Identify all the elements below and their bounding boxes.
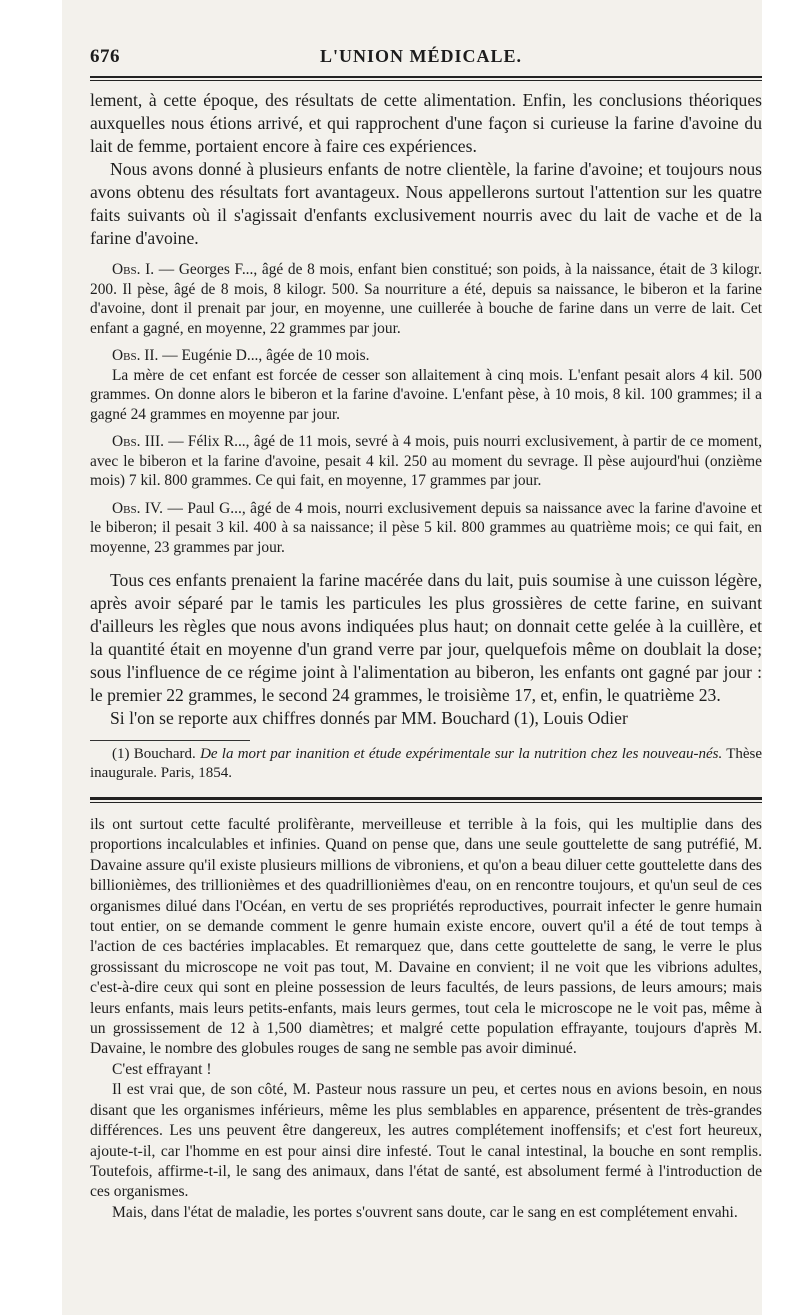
observation-4 [90,499,762,558]
intro-text [90,89,762,250]
observation-1 [90,260,762,338]
page-number: 676 [90,46,120,67]
feuilleton-paragraph-1: ils ont surtout cette faculté prolifèrante, merveilleuse et terrible à la fois, qui les multiplie dans des proportions incalculables et infinies. Quand on pense que, dans une seule gouttelette de sang putréfié, M. Davaine assure qu'il existe plusieurs millions de vibroniens, et qu'on a beau diluer cette gouttelette dans des billionièmes, des trillionièmes et des quadrillionièmes d'eau, on en rencontre toujours, et qu'un seul de ces organismes dilué dans l'Océan, en vertu de ses propriétés reproductives, pourrait infecter le genre humain tout entier, on se demande comment le genre humain existe encore, ouvert qu'il a été de tout temps à l'action de ces bactéries implacables. Et remarquez que, dans cette gouttelette de sang, le verre le plus grossissant du microscope ne voit pas tout, M. Davaine en convient; il ne voit que les vibrions adultes, c'est-à-dire ceux qui sont en pleine possession de leurs facultés, de leurs passions, de leurs amours; mais leurs enfants, mais leurs petits-enfants, mais leurs germes, tout cela le microscope ne le voit pas, même à un grossissement de 12 à 1,500 diamètres; et malgré cette population effrayante, toujours d'après M. Davaine, le nombre des globules rouges de sang ne semble pas avoir diminué. [90,816,762,1058]
feuilleton-paragraph-3: Il est vrai que, de son côté, M. Pasteur nous rassure un peu, et certes nous en avions besoin, en nous disant que les organismes inférieurs, même les plus semblables en apparence, présentent de très-grandes différences. Les uns peuvent être dangereux, les autres complétement inoffensifs; et c'est fort heureux, ajoute-t-il, car l'homme en est pour ainsi dire infesté. Tout le canal intestinal, la bouche en sont remplis. Toutefois, affirme-t-il, le sang des animaux, dans l'état de santé, est absolument fermé à l'introduction de ces organismes. [90,1081,762,1201]
conclusion-paragraph: Tous ces enfants prenaient la farine macérée dans du lait, puis soumise à une cuisson légère, après avoir séparé par le tamis les particules les plus grossières de cette farine, en suivant d'ailleurs les règles que nous avons indiquées plus haut; on donnait cette gelée à la cuillère, et la quantité était en moyenne d'un grand verre par jour, quelquefois même on doublait la dose; sous l'influence de ce régime joint à l'alimentation au biberon, les enfants ont gagné par jour : le premier 22 grammes, le second 24 grammes, le troisième 17, et, enfin, le quatrième 23. [90,570,762,705]
feuilleton-rule [90,797,762,803]
page-scan [62,0,762,1315]
feuilleton-paragraph-2: C'est effrayant ! [112,1060,212,1078]
running-head [90,46,762,72]
observation-label: Obs. III. [112,433,164,450]
observation-3 [90,432,762,491]
observation-label: Obs. II. [112,347,159,364]
observation-label: Obs. IV. [112,499,163,517]
observation-text: — Eugénie D..., âgée de 10 mois. [158,347,370,364]
observation-text: — Félix R..., âgé de 11 mois, sevré à 4 mois, puis nourri exclusivement, à partir de ce moment, avec le biberon et la farine d'avoine, pesait 4 kil. 250 au moment du sevrage. Il pèse aujourd'hui (onzième mois) 7 kil. 800 grammes. Ce qui fait, en moyenne, 17 grammes par jour. [90,433,762,489]
footnote-title: De la mort par inanition et étude expérimentale sur la nutrition chez les nouveau-nés. [200,746,723,762]
observation-text: — Georges F..., âgé de 8 mois, enfant bien constitué; son poids, à la naissance, était de 3 kilogr. 200. Il pèse, âgé de 8 mois, 8 kilogr. 500. Sa nourriture a été, depuis sa naissance, le biberon et la farine d'avoine, dont il prenait par jour, en moyenne, une cuillerée à bouche de farine dans un verre de lait. Cet enfant a gagné, en moyenne, 22 grammes par jour. [90,261,762,337]
page-content [90,46,762,1223]
footnote-rule [90,740,250,741]
feuilleton-paragraph-4: Mais, dans l'état de maladie, les portes s'ouvrent sans doute, car le sang en est complétement envahi. [112,1203,738,1221]
header-rule [90,76,762,81]
intro-paragraph-1: lement, à cette époque, des résultats de cette alimentation. Enfin, les conclusions théoriques auxquelles nous étions arrivé, et qui rapprochent d'une façon si curieuse la farine d'avoine du lait de femme, portaient encore à faire ces expériences. [90,90,762,156]
feuilleton-text [90,815,762,1223]
observations [90,260,762,557]
observation-text: — Paul G..., âgé de 4 mois, nourri exclusivement depuis sa naissance avec la farine d'avoine et le biberon; il pesait 3 kil. 400 à sa naissance; il pèse 5 kil. 800 grammes au quatrième mois; ce qui fait, en moyenne, 23 grammes par jour. [90,499,762,556]
footnote [90,745,762,783]
footnote-rest: Thèse inaugurale. Paris, 1854. [90,746,763,781]
intro-paragraph-2: Nous avons donné à plusieurs enfants de notre clientèle, la farine d'avoine; et toujours nous avons obtenu des résultats fort avantageux. Nous appellerons surtout l'attention sur les quatre faits suivants où il s'agissait d'enfants exclusivement nourris avec du lait de vache et de la farine d'avoine. [90,159,762,248]
conclusion-tail: Si l'on se reporte aux chiffres donnés par MM. Bouchard (1), Louis Odier [110,708,628,728]
observation-2-detail: La mère de cet enfant est forcée de cesser son allaitement à cinq mois. L'enfant pesait alors 4 kil. 500 grammes. On donne alors le biberon et la farine d'avoine. L'enfant pèse, à 10 mois, 8 kil. 100 grammes; il a gagné 24 grammes en moyenne par jour. [90,366,762,423]
conclusion-text [90,569,762,730]
observation-2 [90,346,762,366]
journal-title: L'UNION MÉDICALE. [319,46,523,66]
observation-label: Obs. I. [112,261,155,278]
footnote-marker: (1) Bouchard. [112,746,196,762]
